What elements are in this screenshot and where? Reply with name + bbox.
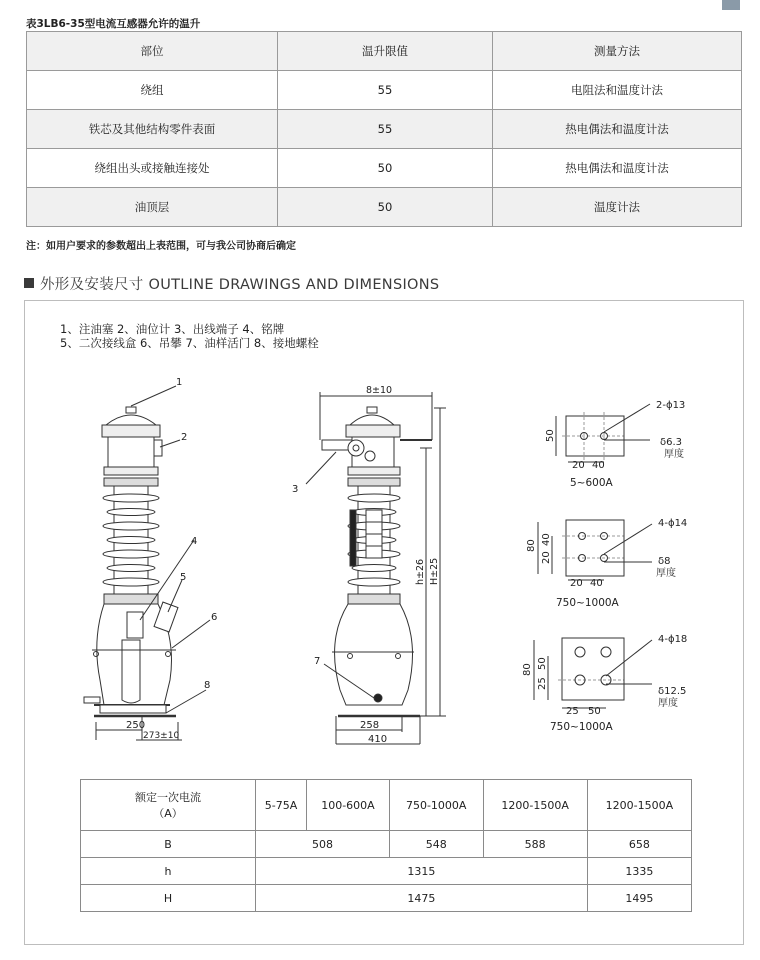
spec-cell: 548 xyxy=(389,831,483,858)
cell-part: 绕组出头或接触连接处 xyxy=(27,149,278,188)
spec-header-unit: （A） xyxy=(153,807,183,820)
plate3-dim25: 25 xyxy=(537,677,548,690)
spec-col: 100-600A xyxy=(306,780,389,831)
spec-cell: 508 xyxy=(256,831,390,858)
table-title: 表3LB6-35型电流互感器允许的温升 xyxy=(26,18,201,30)
spec-cell: 1335 xyxy=(587,858,691,885)
plate1-thickness: 厚度 xyxy=(664,449,684,460)
plate3-caption: 750~1000A xyxy=(550,721,613,733)
plate1-caption: 5~600A xyxy=(570,477,613,489)
header-limit: 温升限值 xyxy=(278,32,493,71)
callout-7: 7 xyxy=(314,656,321,667)
terminal-plate-750-1000A-a xyxy=(538,520,652,580)
spec-row-label: B xyxy=(81,831,256,858)
dim-410: 410 xyxy=(368,734,388,745)
plate2-dim20: 20 xyxy=(541,551,552,564)
spec-cell: 658 xyxy=(587,831,691,858)
cell-limit: 50 xyxy=(278,188,493,227)
spec-header-row xyxy=(81,780,692,831)
spec-row-h xyxy=(81,858,692,885)
spec-row-H xyxy=(81,885,692,912)
dim-273: 273±10 xyxy=(143,731,180,741)
cell-limit: 50 xyxy=(278,149,493,188)
callout-2: 2 xyxy=(181,432,188,443)
plate1-dim20: 20 xyxy=(572,460,585,471)
legend-line: 5、二次接线盒 6、吊攀 7、油样活门 8、接地螺栓 xyxy=(60,336,319,350)
plate3-dim80: 80 xyxy=(522,663,533,676)
plate2-thickness: 厚度 xyxy=(656,568,676,579)
cell-part: 绕组 xyxy=(27,71,278,110)
spec-cell: 1495 xyxy=(587,885,691,912)
spec-header-label xyxy=(81,780,256,831)
plate3-dim50: 50 xyxy=(537,657,548,670)
dim-258: 258 xyxy=(360,720,380,731)
plate1-dim40: 40 xyxy=(592,460,605,471)
dim-H: H±25 xyxy=(429,557,440,585)
cell-limit: 55 xyxy=(278,110,493,149)
plate2-delta: δ8 xyxy=(658,556,671,567)
plate2-dim40: 40 xyxy=(541,533,552,546)
terminal-plate-5-600A xyxy=(556,404,650,462)
callout-1: 1 xyxy=(176,377,183,388)
plate3-dim50b: 50 xyxy=(588,706,601,717)
header-part: 部位 xyxy=(27,32,278,71)
cell-method: 温度计法 xyxy=(493,188,742,227)
spec-col: 1200-1500A xyxy=(587,780,691,831)
dimension-spec-table xyxy=(80,779,692,912)
terminal-plate-750-1000A-b xyxy=(534,638,652,708)
plate3-hole: 4-ϕ18 xyxy=(658,634,688,645)
spec-row-label: H xyxy=(81,885,256,912)
spec-cell: 1315 xyxy=(256,858,588,885)
plate2-caption: 750~1000A xyxy=(556,597,619,609)
plate2-dim20b: 20 xyxy=(570,578,583,589)
plate2-dim40b: 40 xyxy=(590,578,603,589)
callout-3: 3 xyxy=(292,484,299,495)
section-title: 外形及安装尺寸 OUTLINE DRAWINGS AND DIMENSIONS xyxy=(40,276,440,293)
callout-5: 5 xyxy=(180,572,187,583)
spec-col: 5-75A xyxy=(256,780,307,831)
spec-row-B xyxy=(81,831,692,858)
front-dimensions xyxy=(96,716,182,741)
cell-method: 热电偶法和温度计法 xyxy=(493,110,742,149)
cell-part: 铁芯及其他结构零件表面 xyxy=(27,110,278,149)
spec-cell: 1475 xyxy=(256,885,588,912)
legend-line: 1、注油塞 2、油位计 3、出线端子 4、铭牌 xyxy=(60,322,285,336)
cell-part: 油顶层 xyxy=(27,188,278,227)
plate3-dim25b: 25 xyxy=(566,706,579,717)
plate1-delta: δ6.3 xyxy=(660,437,683,448)
callout-4: 4 xyxy=(191,536,198,547)
dim-250: 250 xyxy=(126,720,146,731)
plate2-dim80: 80 xyxy=(526,539,537,552)
plate3-thickness: 厚度 xyxy=(658,698,678,709)
plate1-hole: 2-ϕ13 xyxy=(656,400,686,411)
cell-method: 电阻法和温度计法 xyxy=(493,71,742,110)
front-callout-labels xyxy=(176,377,217,691)
spec-row-label: h xyxy=(81,858,256,885)
dim-8: 8±10 xyxy=(366,385,393,396)
cell-limit: 55 xyxy=(278,71,493,110)
callout-8: 8 xyxy=(204,680,211,691)
callout-6: 6 xyxy=(211,612,218,623)
spec-cell: 588 xyxy=(483,831,587,858)
plate3-delta: δ12.5 xyxy=(658,686,687,697)
plate1-dim50: 50 xyxy=(545,429,556,442)
plate2-hole: 4-ϕ14 xyxy=(658,518,688,529)
table-note: 注：如用户要求的参数超出上表范围，可与我公司协商后确定 xyxy=(26,241,296,252)
spec-col: 750-1000A xyxy=(389,780,483,831)
header-method: 测量方法 xyxy=(493,32,742,71)
cell-method: 热电偶法和温度计法 xyxy=(493,149,742,188)
dim-h: h±26 xyxy=(415,558,426,585)
spec-header-text: 额定一次电流 xyxy=(135,791,201,804)
front-view-transformer xyxy=(84,407,178,716)
side-callout-labels xyxy=(292,484,320,667)
spec-col: 1200-1500A xyxy=(483,780,587,831)
